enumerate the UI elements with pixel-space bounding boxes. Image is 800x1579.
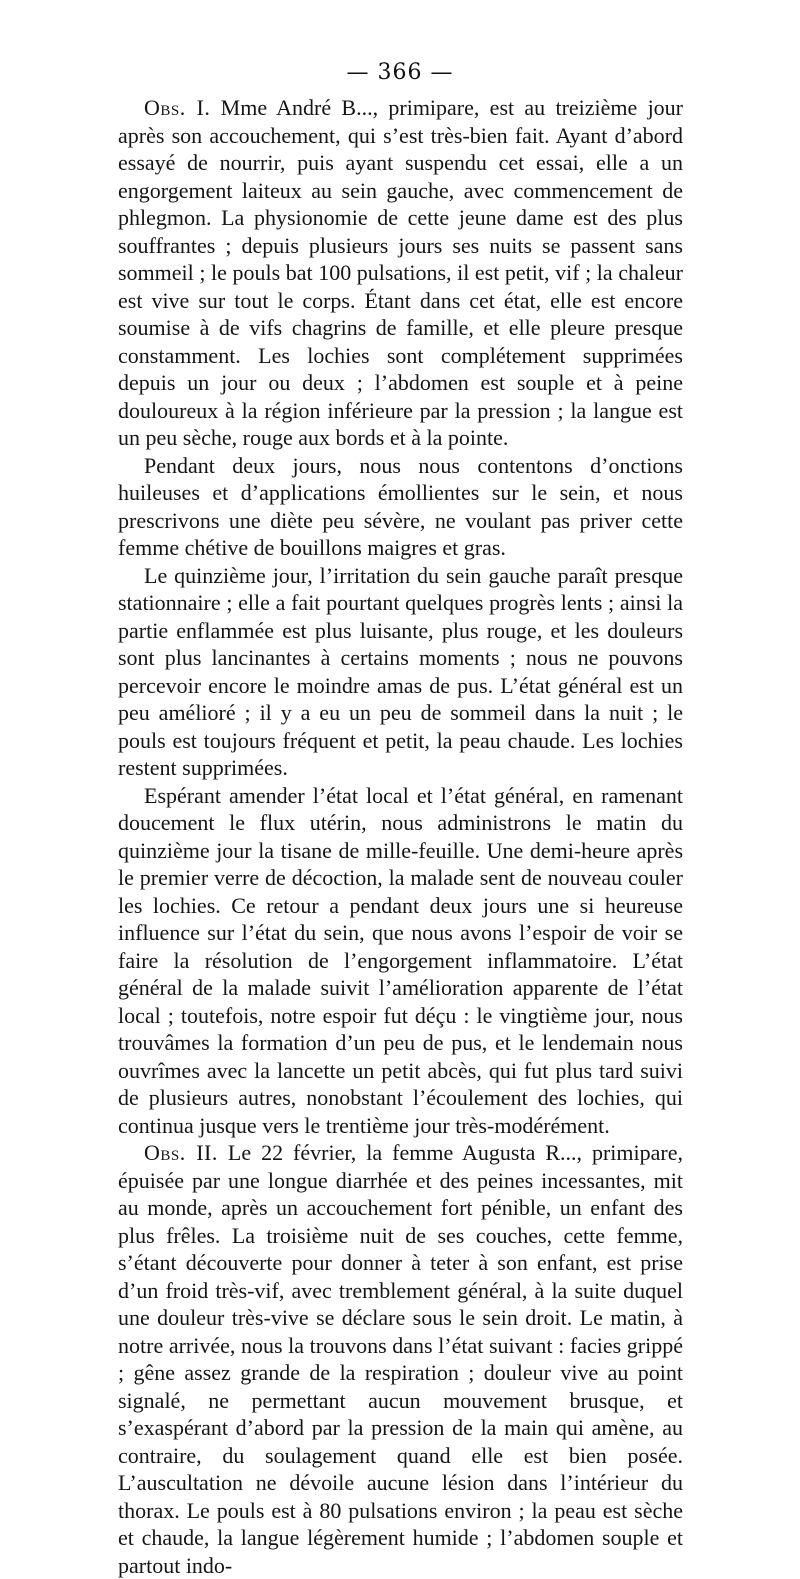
body-text	[118, 94, 683, 1579]
paragraph-obs-2	[118, 1139, 683, 1579]
paragraph-text: Mme André B..., primipare, est au treizième jour après son accouchement, qui s’est très-bien fait. Ayant d’abord essayé de nourrir, puis ayant suspendu cet essai, elle a un engorgement laiteux au sein gauche, avec commencement de phlegmon. La physionomie de cette jeune dame est des plus souffrantes ; depuis plusieurs jours ses nuits se passent sans sommeil ; le pouls bat 100 pulsations, il est petit, vif ; la chaleur est vive sur tout le corps. Étant dans cet état, elle est encore soumise à de vifs chagrins de famille, et elle pleure presque constamment. Les lochies sont complétement supprimées depuis un jour ou deux ; l’abdomen est souple et à peine douloureux à la région inférieure par la pression ; la langue est un peu sèche, rouge aux bords et à la pointe.	[118, 95, 684, 450]
paragraph	[118, 562, 683, 782]
paragraph-text: Le 22 février, la femme Augusta R..., primipare, épuisée par une longue diarrhée et des peines incessantes, mit au monde, après un accouchement fort pénible, un enfant des plus frêles. La troisième nuit de ses couches, cette femme, s’étant découverte pour donner à teter à son enfant, est prise d’un froid très-vif, avec tremblement général, à la suite duquel une douleur très-vive se déclare sous le sein droit. Le matin, à notre arrivée, nous la trouvons dans l’état suivant : facies grippé ; gêne assez grande de la respiration ; douleur vive au point signalé, ne permettant aucun mouvement brusque, et s’exaspérant d’abord par la pression de la main qui amène, au contraire, du soulagement quand elle est bien posée. L’auscultation ne dévoile aucune lésion dans l’intérieur du thorax. Le pouls est à 80 pulsations environ ; la peau est sèche et chaude, la langue légèrement humide ; l’abdomen souple et partout indo-	[118, 1140, 683, 1578]
paragraph	[118, 452, 683, 562]
paragraph	[118, 782, 683, 1140]
observation-label: Obs. I.	[144, 95, 211, 120]
paragraph-text: Pendant deux jours, nous nous contentons d’onctions huileuses et d’applications émollientes sur le sein, et nous prescrivons une diète peu sévère, ne voulant pas priver cette femme chétive de bouillons maigres et gras.	[118, 452, 683, 560]
page-number: — 366 —	[346, 60, 454, 85]
paragraph-obs-1	[118, 94, 683, 452]
observation-label: Obs. II.	[144, 1140, 218, 1165]
paragraph-text: Espérant amender l’état local et l’état général, en ramenant doucement le flux utérin, nous administrons le matin du quinzième jour la tisane de mille-feuille. Une demi-heure après le premier verre de décoction, la malade sent de nouveau couler les lochies. Ce retour a pendant deux jours une si heureuse influence sur l’état du sein, que nous avons l’espoir de voir se faire la résolution de l’engorgement inflammatoire. L’état général de la malade suivit l’amélioration apparente de l’état local ; toutefois, notre espoir fut déçu : le vingtième jour, nous trouvâmes la formation d’un peu de pus, et le lendemain nous ouvrîmes avec la lancette un petit abcès, qui fut plus tard suivi de plusieurs autres, nonobstant l’écoulement des lochies, qui continua jusque vers le trentième jour très-modérément.	[118, 782, 683, 1138]
paragraph-text: Le quinzième jour, l’irritation du sein gauche paraît presque stationnaire ; elle a fait pourtant quelques progrès lents ; ainsi la partie enflammée est plus luisante, plus rouge, et les douleurs sont plus lancinantes à certains moments ; nous ne pouvons percevoir encore le moindre amas de pus. L’état général est un peu amélioré ; il y a eu un peu de sommeil dans la nuit ; le pouls est toujours fréquent et petit, la peau chaude. Les lochies restent supprimées.	[118, 562, 683, 780]
